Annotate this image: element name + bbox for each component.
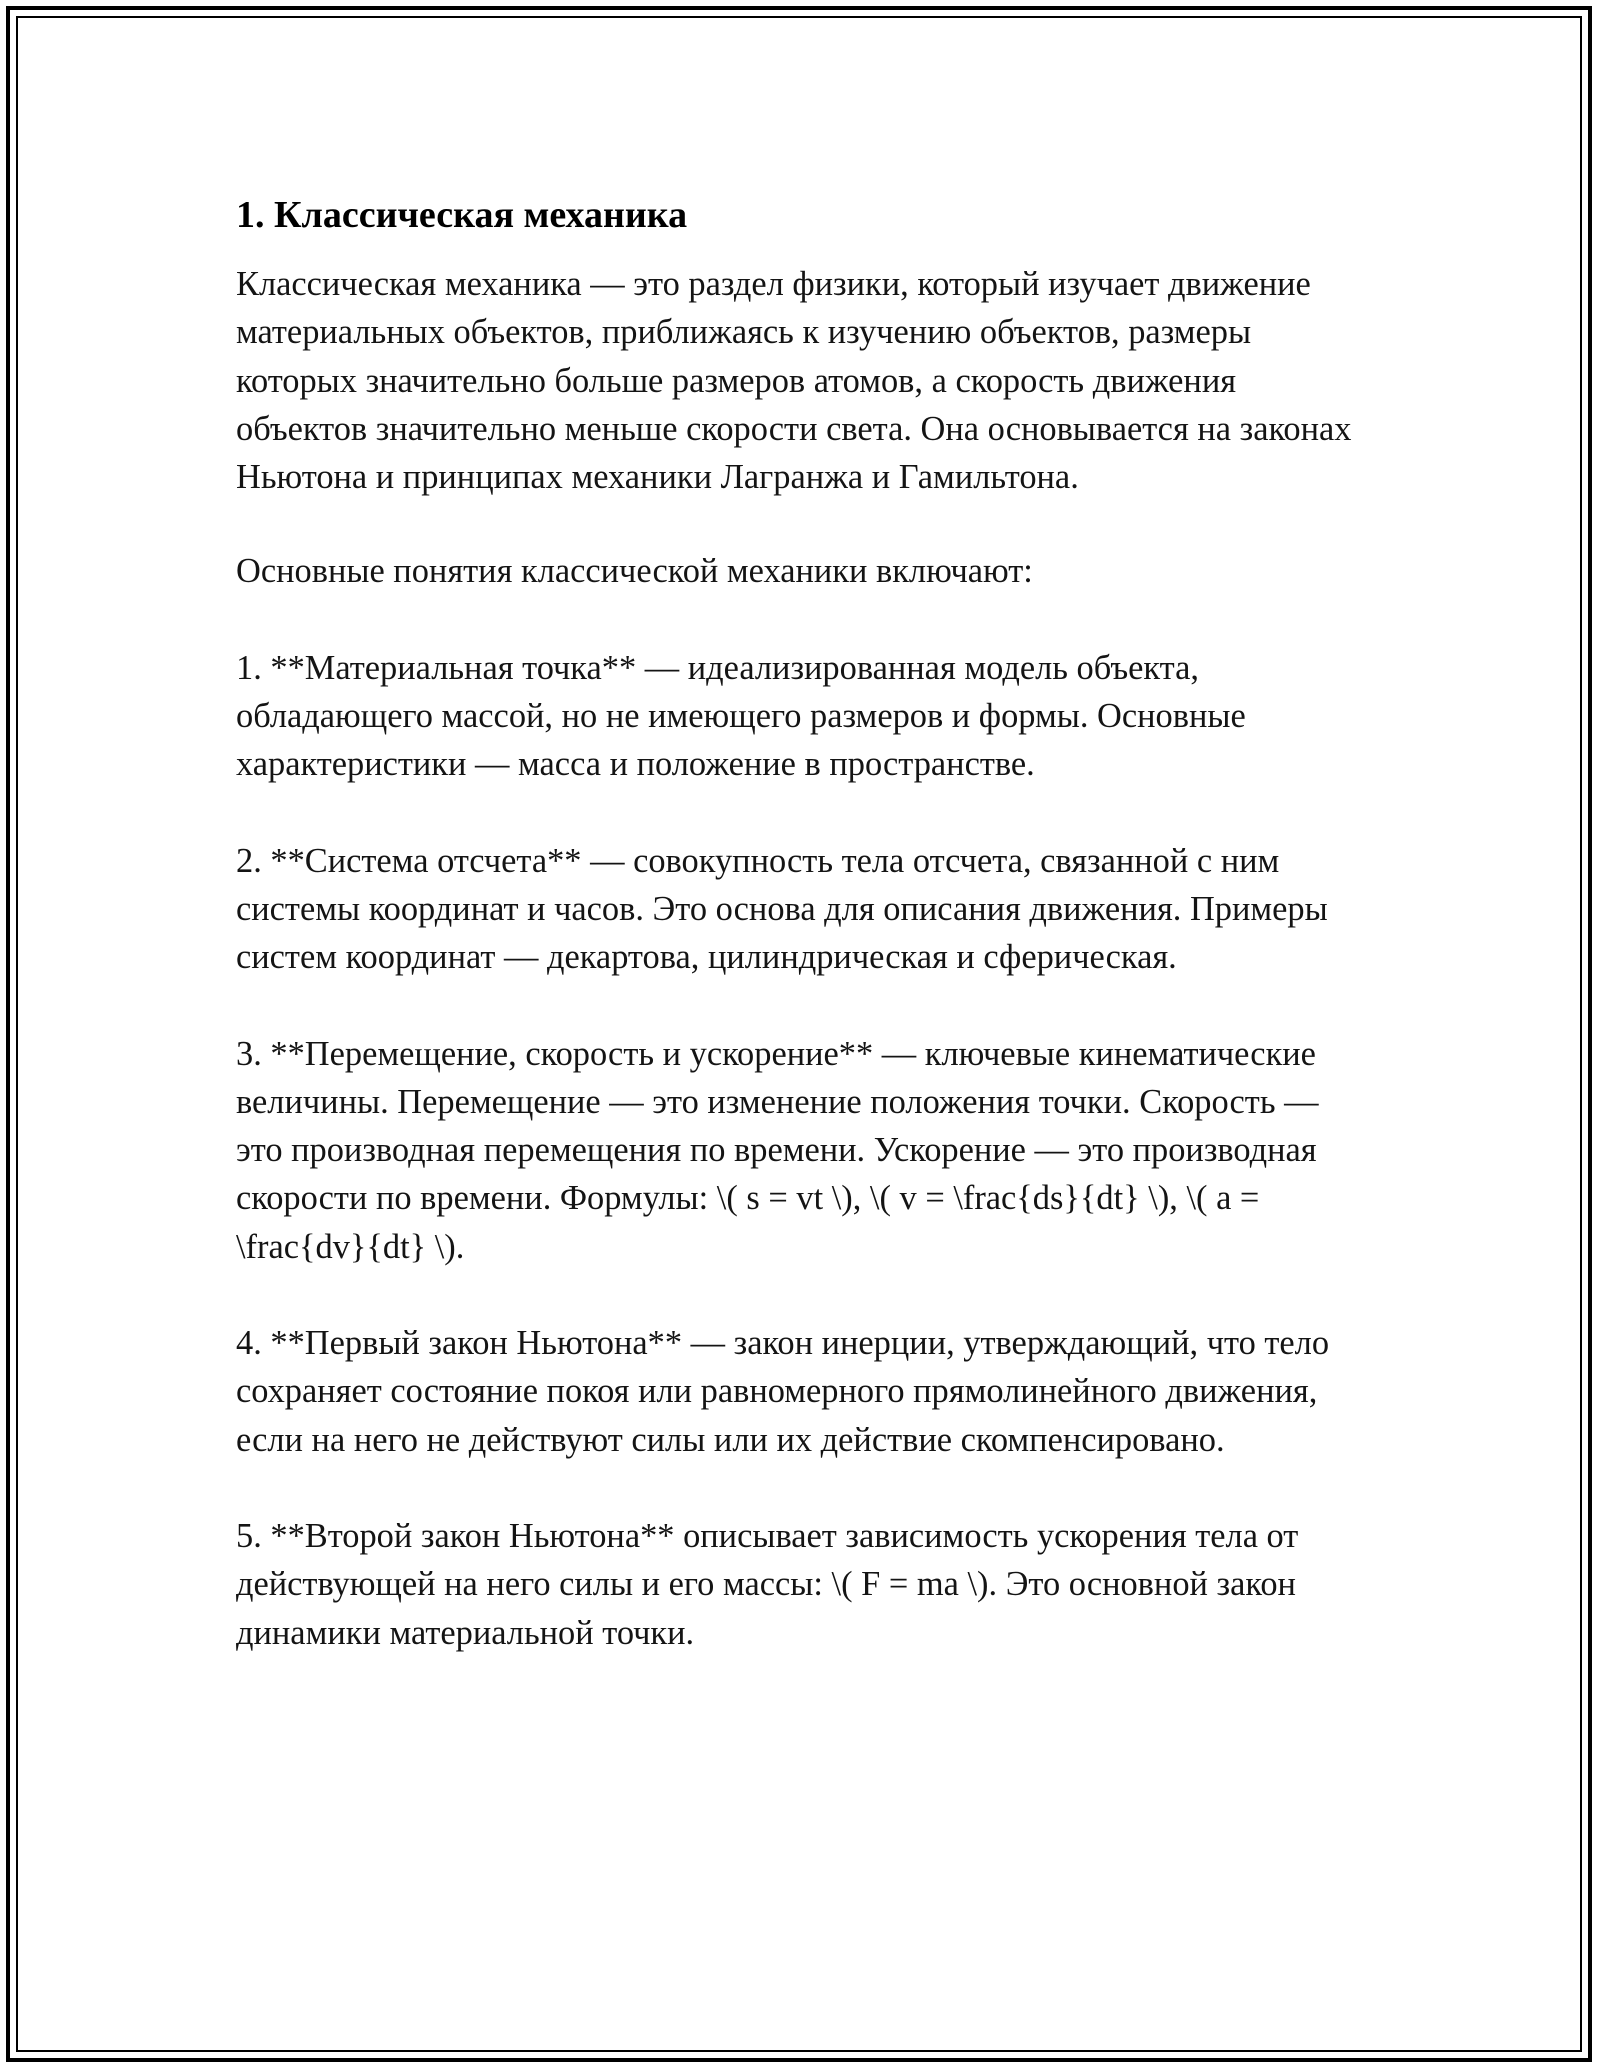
section-heading: 1. Классическая механика: [236, 194, 688, 236]
concept-item-3: 3. **Перемещение, скорость и ускорение** — ключевые кинематические величины. Перемещение — это изменение положения точки. Скорость — это производная перемещения по времени. Ускорение — это производная скорости по времени. Формулы: \( s = vt \), \( v = \frac{ds}{dt} \), \( a = \frac{dv}{dt} \).: [236, 1034, 1319, 1266]
document-body: [236, 186, 1366, 1657]
concept-item-4: 4. **Первый закон Ньютона** — закон инерции, утверждающий, что тело сохраняет состояние покоя или равномерного прямолинейного движения, если на него не действуют силы или их действие скомпенсировано.: [236, 1324, 1330, 1459]
concepts-lead-paragraph: Основные понятия классической механики включают:: [236, 552, 1033, 591]
concept-item-2: 2. **Система отсчета** — совокупность тела отсчета, связанной с ним системы координат и часов. Это основа для описания движения. Примеры систем координат — декартова, цилиндрическая и сферическая.: [236, 841, 1328, 977]
concept-item-1: 1. **Материальная точка** — идеализированная модель объекта, обладающего массой, но не имеющего размеров и формы. Основные характеристики — масса и положение в пространстве.: [236, 648, 1246, 784]
intro-paragraph: Классическая механика — это раздел физики, который изучает движение материальных объектов, приближаясь к изучению объектов, размеры которых значительно больше размеров атомов, а скорость движения объектов значительно меньше скорости света. Она основывается на законах Ньютона и принципах механики Лагранжа и Гамильтона.: [236, 265, 1352, 497]
concept-item-5: 5. **Второй закон Ньютона** описывает зависимость ускорения тела от действующей на него силы и его массы: \( F = ma \). Это основной закон динамики материальной точки.: [236, 1516, 1299, 1652]
